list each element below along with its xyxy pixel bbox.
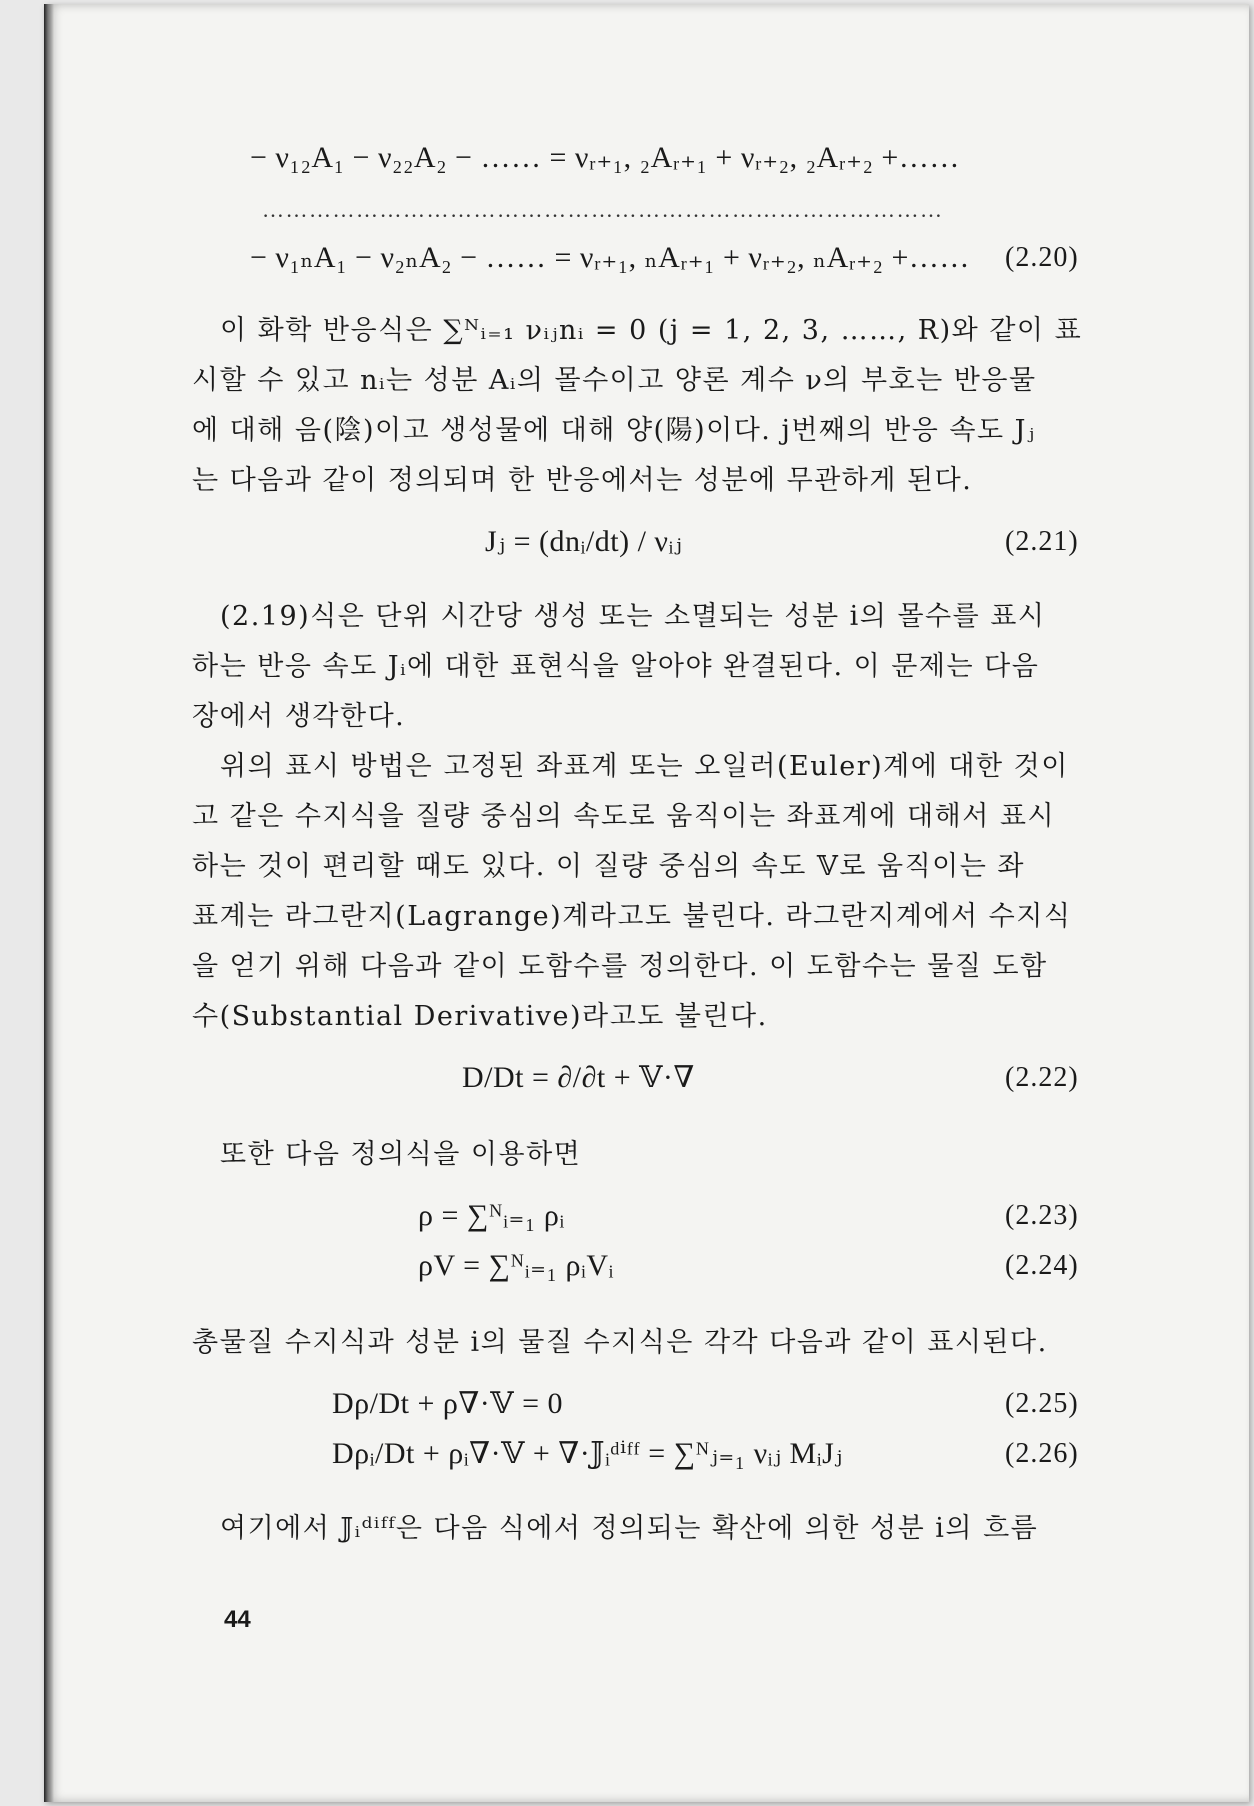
- paragraph1-line4: 는 다음과 같이 정의되며 한 반응에서는 성분에 무관하게 된다.: [192, 465, 973, 496]
- paragraph3-line2: 고 같은 수지식을 질량 중심의 속도로 움직이는 좌표계에 대해서 표시: [192, 801, 1056, 832]
- paragraph6-line1: 여기에서 𝕁ᵢᵈⁱᶠᶠ은 다음 식에서 정의되는 확산에 의한 성분 i의 흐름: [220, 1513, 1039, 1544]
- equation-2-24: ρV = ∑ᴺᵢ₌₁ ρᵢVᵢ: [418, 1249, 614, 1282]
- equation-2-23: ρ = ∑ᴺᵢ₌₁ ρᵢ: [418, 1199, 565, 1232]
- paragraph2-line1: (2.19)식은 단위 시간당 생성 또는 소멸되는 성분 i의 몰수를 표시: [220, 601, 1046, 632]
- equation-ellipsis-row: ……………………………………………………………………………: [262, 197, 944, 222]
- paragraph2-line2: 하는 반응 속도 Jᵢ에 대한 표현식을 알아야 완결된다. 이 문제는 다음: [192, 651, 1040, 682]
- equation-2-20-line1: − ν₁₂A₁ − ν₂₂A₂ − …… = νᵣ₊₁, ₂Aᵣ₊₁ + νᵣ₊₂, ₂Aᵣ₊₂ +……: [250, 141, 960, 174]
- equation-number-2-26: (2.26): [1005, 1438, 1079, 1469]
- equation-number-2-21: (2.21): [1005, 526, 1079, 557]
- paragraph2-line3: 장에서 생각한다.: [192, 701, 406, 732]
- paragraph3-line5: 을 얻기 위해 다음과 같이 도함수를 정의한다. 이 도함수는 물질 도함: [192, 951, 1048, 982]
- equation-2-22: D/Dt = ∂/∂t + 𝕍·∇: [462, 1061, 695, 1094]
- equation-number-2-22: (2.22): [1005, 1062, 1079, 1093]
- paragraph5-line1: 총물질 수지식과 성분 i의 물질 수지식은 각각 다음과 같이 표시된다.: [192, 1327, 1048, 1358]
- equation-2-20-line2: − ν₁ₙA₁ − ν₂ₙA₂ − …… = νᵣ₊₁, ₙAᵣ₊₁ + νᵣ₊₂, ₙAᵣ₊₂ +……: [250, 241, 970, 274]
- equation-2-25: Dρ/Dt + ρ∇·𝕍 = 0: [332, 1387, 563, 1420]
- paragraph4-line1: 또한 다음 정의식을 이용하면: [220, 1139, 582, 1170]
- paragraph3-line1: 위의 표시 방법은 고정된 좌표계 또는 오일러(Euler)계에 대한 것이: [220, 751, 1069, 782]
- page-number: 44: [224, 1606, 251, 1633]
- paragraph1-line2: 시할 수 있고 nᵢ는 성분 Aᵢ의 몰수이고 양론 계수 ν의 부호는 반응물: [192, 365, 1037, 396]
- paragraph3-line3: 하는 것이 편리할 때도 있다. 이 질량 중심의 속도 𝕍로 움직이는 좌: [192, 851, 1025, 882]
- equation-number-2-23: (2.23): [1005, 1200, 1079, 1231]
- equation-number-2-20: (2.20): [1005, 242, 1079, 273]
- paragraph1-line3: 에 대해 음(陰)이고 생성물에 대해 양(陽)이다. j번째의 반응 속도 Jⱼ: [192, 415, 1036, 446]
- equation-number-2-25: (2.25): [1005, 1388, 1079, 1419]
- paragraph3-line6: 수(Substantial Derivative)라고도 불린다.: [192, 1001, 768, 1032]
- paragraph3-line4: 표계는 라그란지(Lagrange)계라고도 불린다. 라그란지계에서 수지식: [192, 901, 1072, 932]
- equation-2-21: Jⱼ = (dnᵢ/dt) / νᵢⱼ: [485, 525, 683, 558]
- paragraph1-line1: 이 화학 반응식은 ∑ᴺᵢ₌₁ νᵢⱼnᵢ = 0 (j = 1, 2, 3, ……, R)와 같이 표: [220, 315, 1083, 346]
- equation-number-2-24: (2.24): [1005, 1250, 1079, 1281]
- equation-2-26: Dρᵢ/Dt + ρᵢ∇·𝕍 + ∇·𝕁ᵢᵈⁱᶠᶠ = ∑ᴺⱼ₌₁ νᵢⱼ MᵢJⱼ: [332, 1437, 843, 1470]
